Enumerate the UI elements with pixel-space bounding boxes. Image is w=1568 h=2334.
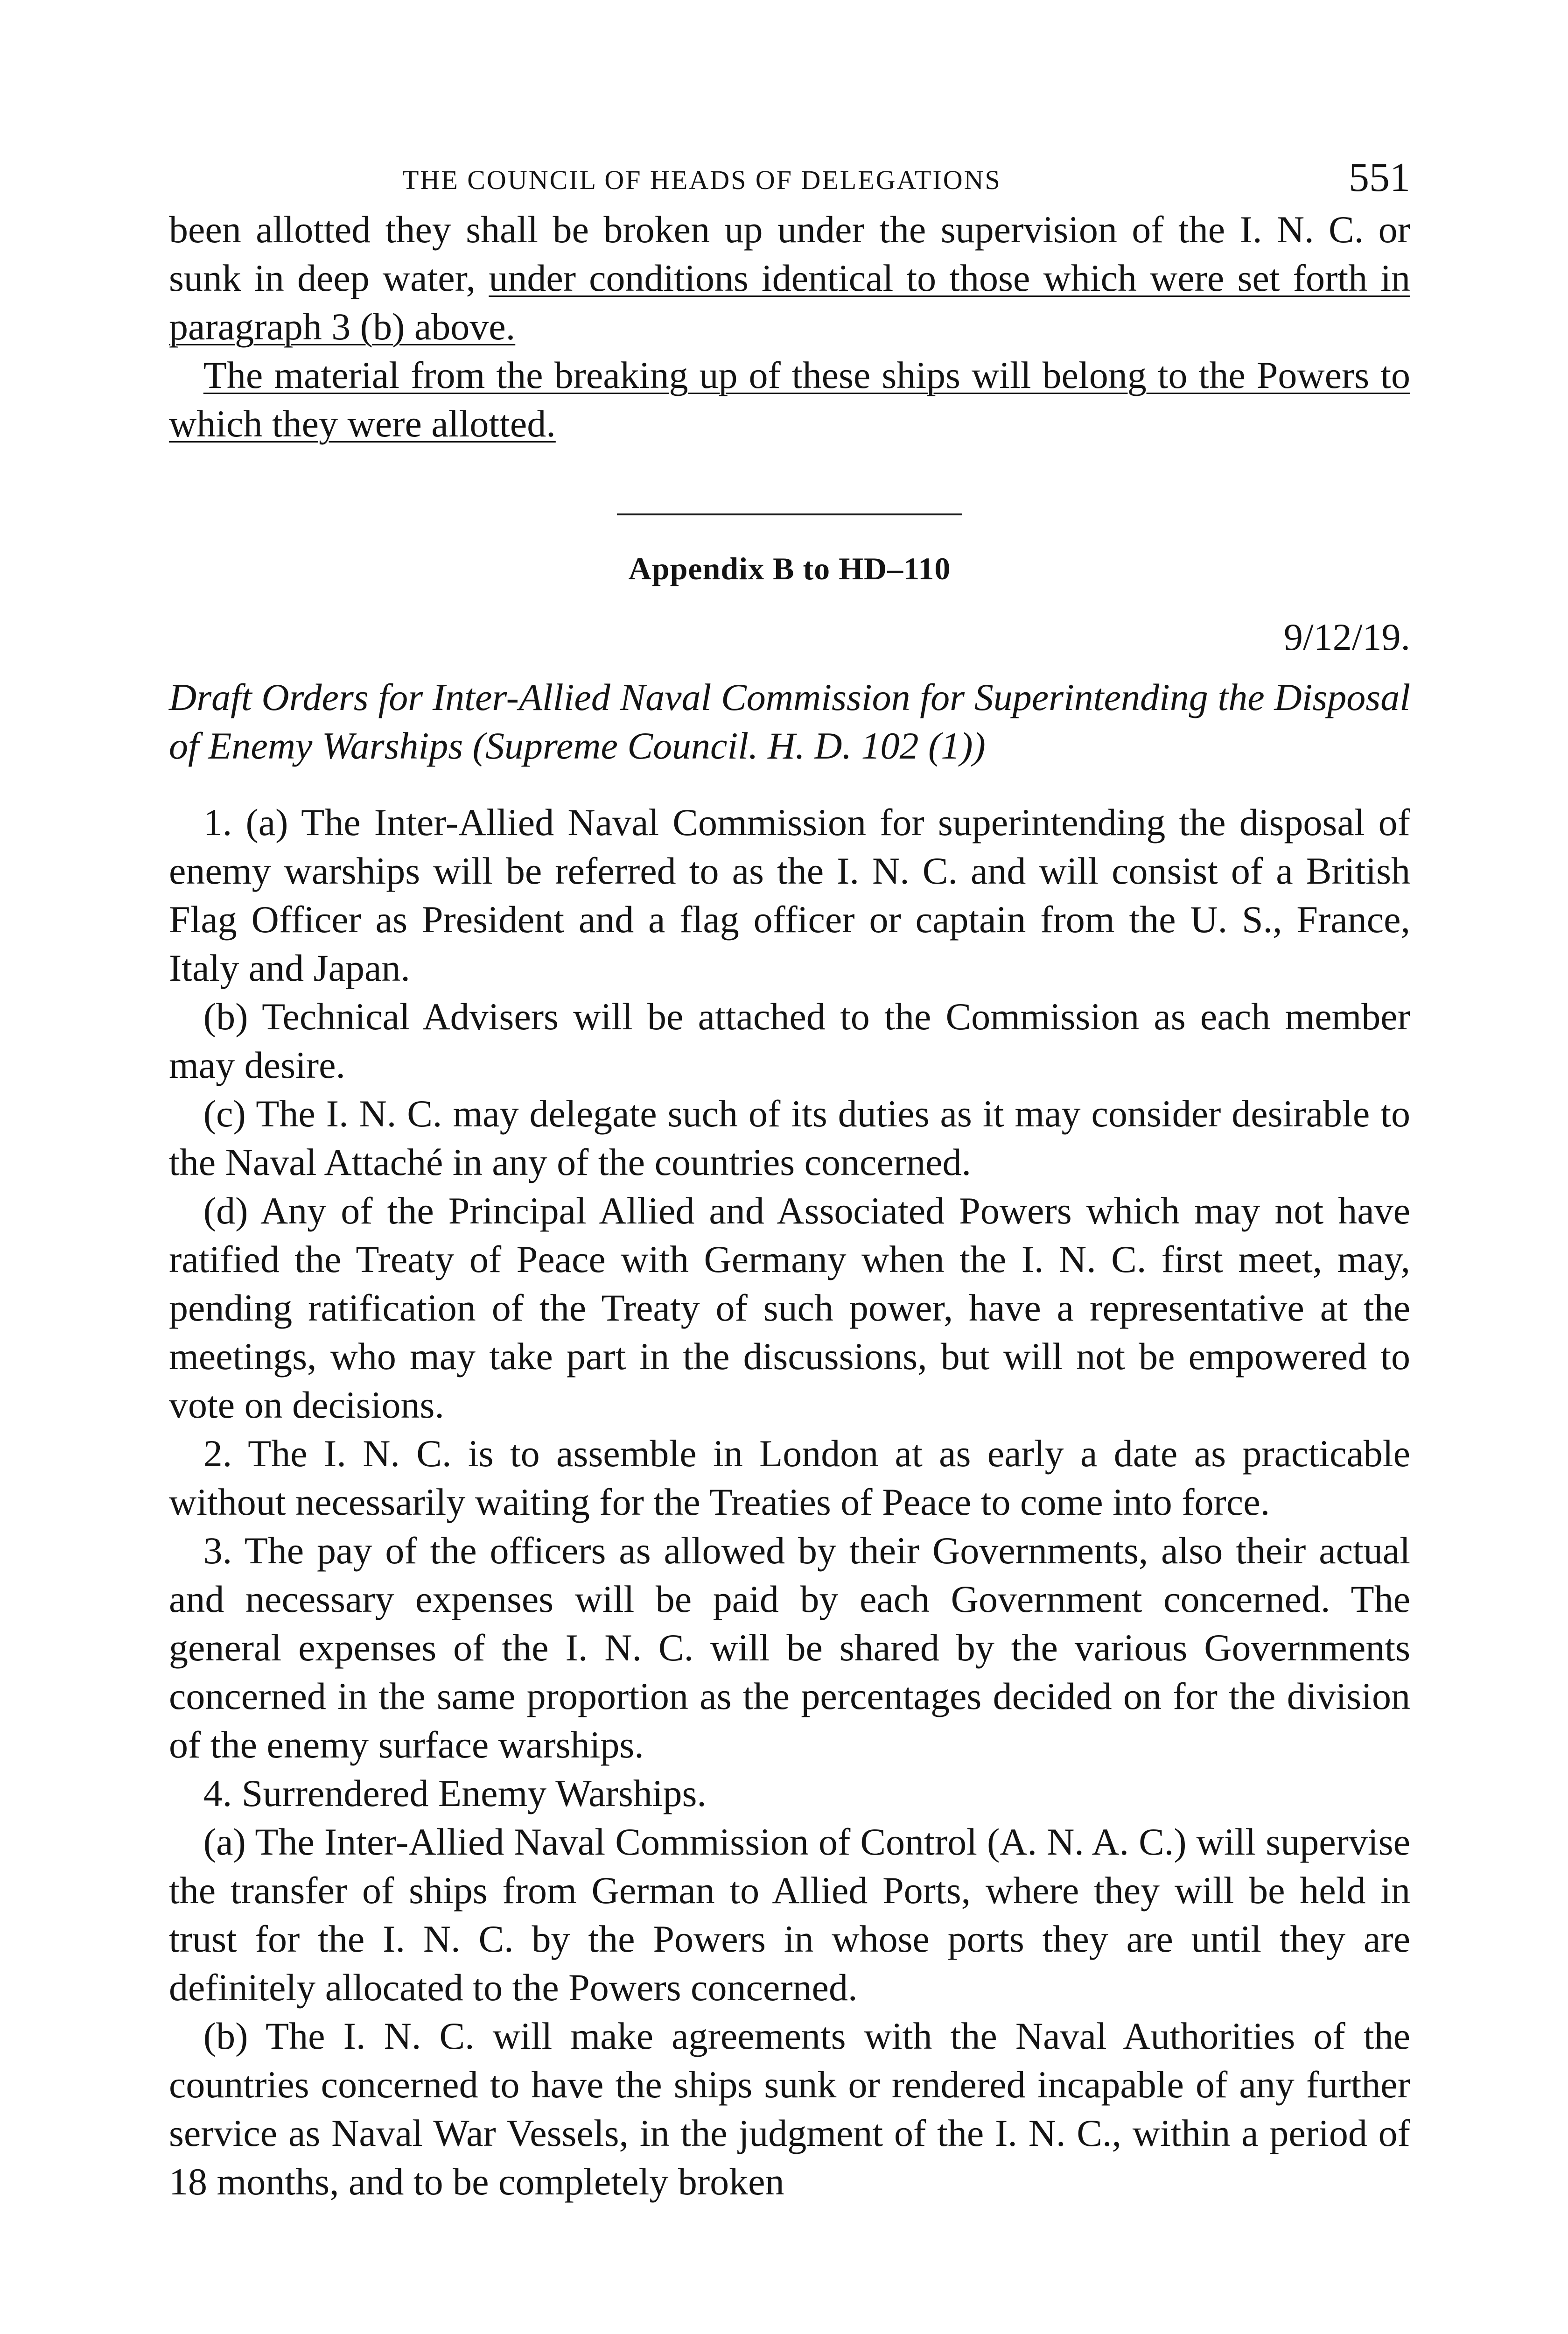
paragraph-1a: 1. (a) The Inter-Allied Naval Commission for superintending the disposal of enemy warships will be referred to as the I. N. C. and will consist of a British Flag Officer as President and a flag officer or captain from the U. S., France, Italy and Japan.: [169, 801, 1410, 989]
document-page: [169, 154, 1410, 2206]
running-header: [169, 154, 1410, 205]
appendix-title: Draft Orders for Inter-Allied Naval Commission for Superintending the Disposal of Enemy Warships (Supreme Council. H. D. 102 (1)): [169, 676, 1410, 767]
page-number: 551: [1349, 155, 1410, 200]
paragraph-1c: (c) The I. N. C. may delegate such of its duties as it may consider desirable to the Naval Attaché in any of the countries concerned.: [169, 1092, 1410, 1183]
continuation-paragraph-2: [169, 351, 1410, 448]
paragraph-4a: (a) The Inter-Allied Naval Commission of Control (A. N. A. C.) will supervise the transfer of ships from German to Allied Ports, where they will be held in trust for the I. N. C. by the Powers in whose ports they are until they are definitely allocated to the Powers concerned.: [169, 1821, 1410, 2009]
paragraph-2: 2. The I. N. C. is to assemble in London at as early a date as practicable without necessarily waiting for the Treaties of Peace to come into force.: [169, 1432, 1410, 1523]
appendix-heading: Appendix B to HD–110: [628, 551, 951, 586]
continuation-text: [169, 205, 1410, 448]
spacer: [169, 770, 1410, 798]
running-title: THE COUNCIL OF HEADS OF DELEGATIONS: [402, 165, 1001, 195]
paragraph-1b: (b) Technical Advisers will be attached to the Commission as each member may desire.: [169, 995, 1410, 1086]
orders-body: [169, 798, 1410, 2206]
continuation-paragraph: [169, 205, 1410, 351]
paragraph-4b: (b) The I. N. C. will make agreements with the Naval Authorities of the countries concerned to have the ships sunk or rendered incapable of any further service as Naval War Vessels, in the judgment of the I. N. C., within a period of 18 months, and to be completely broken: [169, 2015, 1410, 2203]
section-divider: [617, 513, 962, 515]
continuation-text-plain: been allotted they shall be broken up under the supervision of the I. N. C. or sunk in deep water,: [169, 208, 1410, 299]
paragraph-1d: (d) Any of the Principal Allied and Associated Powers which may not have ratified the Treaty of Peace with Germany when the I. N. C. first meet, may, pending ratification of the Treaty of such power, have a representative at the meetings, who may take part in the discussions, but will not be empowered to vote on decisions.: [169, 1189, 1410, 1426]
paragraph-4: 4. Surrendered Enemy Warships.: [203, 1772, 707, 1814]
underlined-passage-2: The material from the breaking up of these ships will belong to the Powers to which they were allotted.: [169, 354, 1410, 445]
paragraph-3: 3. The pay of the officers as allowed by their Governments, also their actual and necessary expenses will be paid by each Government concerned. The general expenses of the I. N. C. will be shared by the various Governments concerned in the same proportion as the percentages decided on for the division of the enemy surface warships.: [169, 1529, 1410, 1766]
underlined-passage: under conditions identical to those which were set forth in paragraph 3 (b) above.: [169, 257, 1410, 348]
appendix-date: 9/12/19.: [1283, 616, 1410, 658]
